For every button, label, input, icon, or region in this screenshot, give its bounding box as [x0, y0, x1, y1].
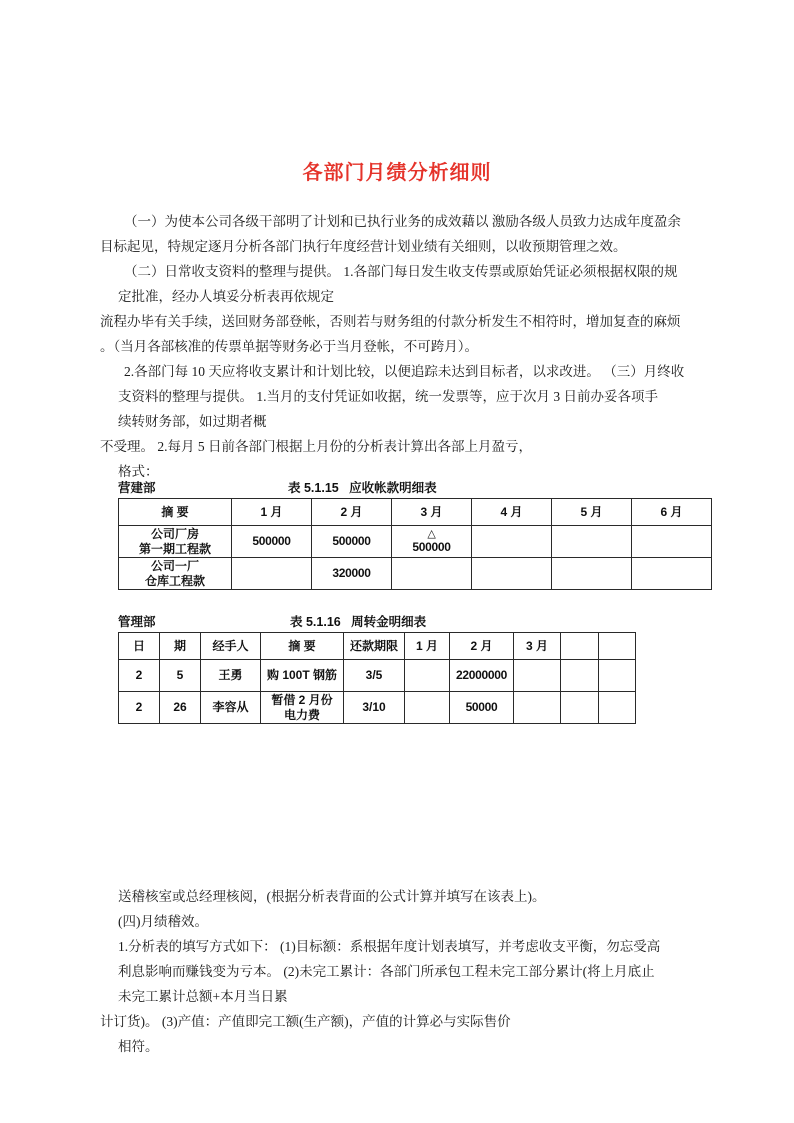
column-header: 4 月: [472, 499, 552, 526]
column-header: 日: [119, 633, 160, 660]
column-header: 1 月: [232, 499, 312, 526]
amount-value: 500000: [332, 534, 371, 548]
paragraph-line: 2.各部门每 10 天应将收支累计和计划比较，以便追踪未达到目标者，以求改进。 （三）月终收: [124, 364, 685, 379]
month-cell: 2: [119, 692, 160, 724]
column-header: 5 月: [552, 499, 632, 526]
triangle-negative-icon: △: [427, 527, 436, 540]
table-row: [119, 558, 712, 590]
receivables-detail-table: [118, 498, 712, 590]
table1-department-label: 营建部: [118, 481, 156, 495]
body-text-lower: [100, 884, 700, 1059]
table-header-row: [119, 499, 712, 526]
amount-value: 500000: [412, 539, 451, 554]
column-header: 1 月: [405, 633, 450, 660]
due-date-cell: 3/5: [344, 660, 405, 692]
amount-cell: [561, 660, 599, 692]
table2-caption: 表 5.1.16 周转金明细表: [290, 615, 427, 629]
paragraph-line: 定批准，经办人填妥分析表再依规定: [118, 289, 334, 304]
amount-cell: 50000: [450, 692, 514, 724]
amount-cell: [405, 692, 450, 724]
table1-header-row: [118, 478, 712, 498]
amount-value: 320000: [332, 566, 371, 580]
paragraph-line: 。（当月各部核准的传票单据等财务必于当月登帐，不可跨月）。: [100, 339, 478, 354]
amount-cell: [472, 558, 552, 590]
amount-cell: [392, 526, 472, 558]
table-header-row: [119, 633, 636, 660]
paragraph-line: 支资料的整理与提供。 1.当月的支付凭证如收据，统一发票等，应于次月 3 日前办妥各项手: [118, 389, 658, 404]
paragraph-line: (四)月绩稽效。: [118, 914, 208, 929]
amount-cell: [312, 526, 392, 558]
table2-header-row: [118, 612, 636, 632]
amount-cell: [392, 558, 472, 590]
paragraph-line: 不受理。 2.每月 5 日前各部门根据上月份的分析表计算出各部上月盈亏，: [100, 439, 532, 454]
amount-cell: [514, 660, 561, 692]
summary-cell: 购 100T 钢筋: [261, 660, 344, 692]
column-header: 摘 要: [261, 633, 344, 660]
working-capital-detail-table: [118, 632, 636, 724]
column-header: 2 月: [312, 499, 392, 526]
table-row: [119, 692, 636, 724]
summary-cell: 暂借 2 月份 电力费: [261, 692, 344, 724]
paragraph-line: 流程办毕有关手续，送回财务部登帐，否则若与财务组的付款分析发生不相符时，增加复查的麻烦: [100, 314, 681, 329]
due-date-cell: 3/10: [344, 692, 405, 724]
amount-cell: [232, 526, 312, 558]
amount-cell: [632, 526, 712, 558]
column-header: [561, 633, 599, 660]
table-block-working-capital: [118, 612, 636, 724]
table1-caption: 表 5.1.15 应收帐款明细表: [288, 481, 437, 495]
amount-cell: [405, 660, 450, 692]
table2-department-label: 管理部: [118, 615, 156, 629]
amount-cell: [514, 692, 561, 724]
amount-cell: [561, 692, 599, 724]
paragraph-line: 送稽核室或总经理核阅，(根据分析表背面的公式计算并填写在该表上)。: [118, 889, 546, 904]
table-row: [119, 526, 712, 558]
body-text-upper: [100, 209, 700, 484]
paragraph-line: （一）为使本公司各级干部明了计划和已执行业务的成效藉以 激励各级人员致力达成年度盈余: [124, 214, 681, 229]
amount-cell: [632, 558, 712, 590]
column-header: 经手人: [201, 633, 261, 660]
paragraph-line: 续转财务部，如过期者概: [118, 414, 267, 429]
column-header: [599, 633, 636, 660]
amount-cell: [552, 526, 632, 558]
paragraph-line: （二）日常收支资料的整理与提供。 1.各部门每日发生收支传票或原始凭证必须根据权限的规: [124, 264, 678, 279]
month-cell: 2: [119, 660, 160, 692]
column-header: 6 月: [632, 499, 712, 526]
paragraph-line: 利息影响而赚钱变为亏本。 (2)未完工累计：各部门所承包工程未完工部分累计(将上月底止: [118, 964, 655, 979]
paragraph-line: 目标起见，特规定逐月分析各部门执行年度经营计划业绩有关细则，以收预期管理之效。: [100, 239, 627, 254]
column-header: 2 月: [450, 633, 514, 660]
amount-cell: [552, 558, 632, 590]
table-block-receivables: [118, 478, 712, 590]
amount-cell: 22000000: [450, 660, 514, 692]
day-cell: 26: [160, 692, 201, 724]
table-row: [119, 660, 636, 692]
paragraph-line: 格式：: [118, 464, 159, 479]
amount-cell: [599, 660, 636, 692]
day-cell: 5: [160, 660, 201, 692]
paragraph-line: 计订货)。 (3)产值：产值即完工额(生产额)，产值的计算必与实际售价: [100, 1014, 511, 1029]
amount-cell: [472, 526, 552, 558]
handler-cell: 王勇: [201, 660, 261, 692]
summary-cell: 公司一厂 仓库工程款: [119, 558, 232, 590]
paragraph-line: 1.分析表的填写方式如下： (1)目标额：系根据年度计划表填写，并考虑收支平衡，勿忘受高: [118, 939, 661, 954]
column-header: 3 月: [392, 499, 472, 526]
page-title: 各部门月绩分析细则: [302, 162, 492, 184]
column-header: 期: [160, 633, 201, 660]
column-header: 还款期限: [344, 633, 405, 660]
amount-cell: [232, 558, 312, 590]
handler-cell: 李容从: [201, 692, 261, 724]
column-header: 3 月: [514, 633, 561, 660]
amount-cell: [599, 692, 636, 724]
summary-cell: 公司厂房 第一期工程款: [119, 526, 232, 558]
column-header: 摘 要: [119, 499, 232, 526]
amount-cell: [312, 558, 392, 590]
paragraph-line: 相符。: [118, 1039, 159, 1054]
amount-value: 500000: [252, 534, 291, 548]
paragraph-line: 未完工累计总额+本月当日累: [118, 989, 288, 1004]
